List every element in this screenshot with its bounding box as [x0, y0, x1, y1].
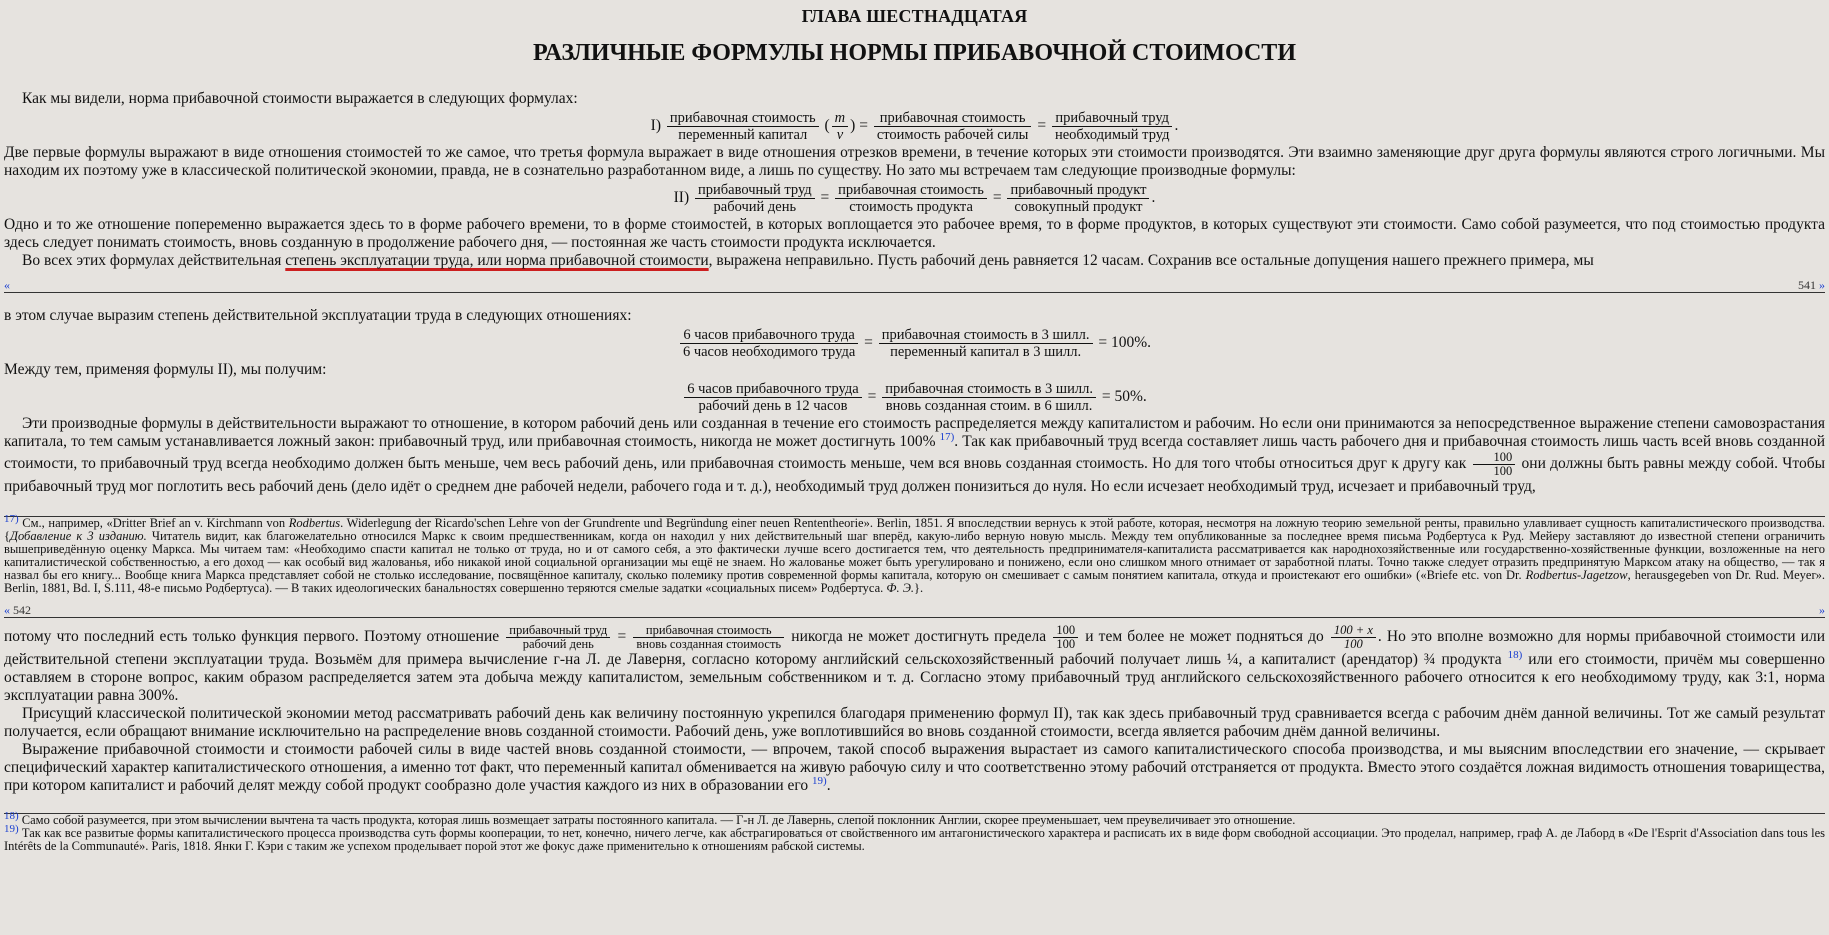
- paragraph: в этом случае выразим степень действительной эксплуатации труда в следующих отношениях:: [4, 307, 632, 324]
- highlighted-phrase: степень эксплуатации труда, или норма прибавочной стоимости: [285, 252, 709, 269]
- page-number: 542: [13, 603, 31, 617]
- fraction: $\frac{100}{100}$: [1473, 451, 1516, 478]
- fraction: $\frac{100}{100}$: [1053, 624, 1078, 651]
- fraction: $\frac{\text{6 часов прибавочного труда}}{\text{рабочий день в 12 часов}}$: [684, 381, 861, 414]
- paragraph: Как мы видели, норма прибавочной стоимости выражается в следующих формулах:: [22, 90, 578, 107]
- footnote-ref-17[interactable]: 17): [4, 512, 19, 525]
- paragraph: Две первые формулы выражают в виде отношения стоимостей то же самое, что третья формула выражает в виде отношения отрезков времени, в течение которых эти стоимости производятся. Эти взаимно заменяющие друг друга формулы являются строго логичными. Мы находим их поэтому уже в классической политической экономии, правда, не в сознательно разработанном виде, а лишь по существу. Но зато мы встречаем там следующие производные формулы:: [4, 144, 1825, 179]
- fraction: $\frac{m}{v}$: [832, 110, 848, 143]
- fraction: $\frac{\text{прибавочная стоимость в 3 шилл.}}{\text{вновь созданная стоим. в 6 шилл.}}$: [882, 381, 1096, 414]
- paragraph: Присущий классической политической экономии метод рассматривать рабочий день как величину постоянную укрепился благодаря применению формул II), так как здесь прибавочный труд сравнивается всегда с рабочим днём данной величины. Тот же самый результат получается, если обращают внимание исключительно на распределение вновь созданной стоимости. Рабочий день, уже воплотившийся во вновь созданной стоимости, всегда является рабочим днём данной величины.: [4, 705, 1825, 740]
- prev-page-link[interactable]: «: [4, 278, 10, 292]
- document-page: [0, 4, 1829, 853]
- fraction: $\frac{\text{прибавочная стоимость в 3 шилл.}}{\text{переменный капитал в 3 шилл.}}$: [879, 327, 1093, 360]
- paragraph: Выражение прибавочной стоимости и стоимости рабочей силы в виде частей вновь созданной стоимости, — впрочем, такой способ выражения вырастает из самого капиталистического способа производства, и мы выясним впоследствии его значение, — скрывает специфический характер капиталистического отношения, а именно тот факт, что переменный капитал обменивается на живую рабочую силу и что соответственно этому рабочий отстраняется от продукта. Вместо этого создаётся ложная видимость отношения товарищества, при котором капиталист и рабочий делят между собой продукт сообразно доле участия каждого из них в образовании его $^{19)}$.: [4, 741, 1825, 794]
- footnote-ref-18[interactable]: 18): [4, 809, 19, 822]
- fraction: $\frac{100 + x}{100}$: [1331, 624, 1376, 651]
- chapter-heading: ГЛАВА ШЕСТНАДЦАТАЯ: [801, 6, 1028, 26]
- formula-1: I) $\frac{\text{прибавочная стоимость}}{\text{переменный капитал}}$ ( $\frac{m}{v}$ ) = $\frac{\text{прибавочная стоимость}}{\text{стоимость рабочей силы}}$ = $\frac{\text{прибавочный труд}}{\text{необходимый труд}}$ .: [650, 110, 1179, 143]
- fraction: $\frac{\text{прибавочная стоимость}}{\text{стоимость продукта}}$: [835, 182, 987, 215]
- footnotes-block: [4, 809, 1825, 853]
- formula-4: $\frac{\text{6 часов прибавочного труда}}{\text{рабочий день в 12 часов}}$ = $\frac{\text{прибавочная стоимость в 3 шилл.}}{\text{вновь созданная стоим. в 6 шилл.}}$ = 50%.: [4, 381, 1825, 414]
- paragraph: Между тем, применяя формулы II), мы получим:: [4, 361, 327, 378]
- paragraph: Во всех этих формулах действительная степень эксплуатации труда, или норма прибавочной стоимости, выражена неправильно. Пусть рабочий день равняется 12 часам. Сохранив все остальные допущения нашего прежнего примера, мы: [22, 252, 1594, 269]
- paragraph: потому что последний есть только функция первого. Поэтому отношение $\frac{\text{прибавочный труд}}{\text{рабочий день}}$ = $\frac{\text{прибавочная стоимость}}{\text{вновь созданная стоимость}}$ никогда не может достигнуть предела $\frac{100}{100}$ и тем более не может подняться до $\frac{100 + x}{100}$ . Но это вполне возможно для нормы прибавочной стоимости или действительной степени эксплуатации труда. Возьмём для примера вычисление г-на Л. де Лаверня, согласно которому английский сельскохозяйственный рабочий получает лишь ¼, а капиталист (арендатор) ¾ продукта $^{18)}$ или его стоимости, причём мы совершенно оставляем в стороне вопрос, каким образом распределяется затем эта добыча между капиталистом, земельным собственником и т. д. Согласно этому прибавочный труд английского сельскохозяйственного рабочего относится к его необходимому труду, как 3:1, норма эксплуатации равна 300%.: [4, 623, 1826, 704]
- prev-page-link[interactable]: «: [4, 603, 10, 617]
- fraction: $\frac{\text{прибавочный продукт}}{\text{совокупный продукт}}$: [1007, 182, 1149, 215]
- footnote-link-18[interactable]: 18): [1507, 648, 1523, 661]
- footnote-link-19[interactable]: 19): [812, 774, 827, 787]
- footnote-17: 17) См., например, «Dritter Brief an v. Kirchmann von Rodbertus. Widerlegung der Ricardo'schen Lehre von der Grundrente und Begründung einer neuen Rententheorie». Berlin, 1851. Я впоследствии вернусь к этой работе, которая, несмотря на ложную теорию земельной ренты, правильно улавливает сущность капиталистического производства. {Добавление к 3 изданию. Читатель видит, как благожелательно относился Маркс к своим предшественникам, когда он находил у них действительный шаг вперёд, какую-либо верную новую мысль. Между тем опубликованные за последнее время письма Родбертуса к Руд. Мейеру заставляют до известной степени ограничить вышеприведённую оценку Маркса. Мы читаем там: «Необходимо спасти капитал не только от труда, но и от самого себя, а это фактически лучше всего достигается тем, что деятельность предпринимателя-капиталиста рассматривается как народнохозяйственные или государственно-хозяйственные функции, возложенные на него капиталистической собственностью, а его доход — как особый вид жалованья, ибо никакой иной социальной организации мы ещё не знаем. Но жалованье может быть урегулировано и понижено, если оно слишком много отнимает от заработной платы. Точно также следует отразить предпринятую Марксом атаку на общество, — так я назвал бы его книгу... Вообще книга Маркса представляет собой не столько исследование, посвящённое капиталу, сколько полемику против современной формы капитала, которую он смешивает с самым понятием капитала, откуда и проистекают его ошибки» («Briefe etc. von Dr. Rodbertus-Jagetzow, herausgegeben von Dr. Rud. Meyer». Berlin, 1881, Bd. I, S.111, 48-е письмо Родбертуса). — В таких идеологических банальностях совершенно теряются смелые задатки «социальных писем» Родбертуса. Ф. Э.}.: [4, 512, 1825, 595]
- formula-label: I): [650, 117, 661, 135]
- page-break-541: [4, 278, 1825, 293]
- formula-3: $\frac{\text{6 часов прибавочного труда}}{\text{6 часов необходимого труда}}$ = $\frac{\text{прибавочная стоимость в 3 шилл.}}{\text{переменный капитал в 3 шилл.}}$ = 100%.: [4, 327, 1825, 360]
- fraction: $\frac{\text{прибавочная стоимость}}{\text{вновь созданная стоимость}}$: [633, 624, 784, 651]
- footnote-ref-19[interactable]: 19): [4, 822, 19, 835]
- paragraph: Одно и то же отношение попеременно выражается здесь то в форме рабочего времени, то в форме стоимостей, в которых воплощается это рабочее время, то в форме продуктов, в которых существуют эти стоимости. Само собой разумеется, что под стоимостью продукта здесь следует понимать стоимость, вновь созданную в продолжение рабочего дня, — постоянная же часть стоимости продукта исключается.: [4, 216, 1825, 251]
- footnote-18: 18) Само собой разумеется, при этом вычислении вычтена та часть продукта, которая лишь возмещает затраты постоянного капитала. — Г-н Л. де Лавернь, слепой поклонник Англии, скорее преуменьшает, чем преувеличивает это отношение.: [4, 809, 1296, 827]
- fraction: $\frac{\text{прибавочный труд}}{\text{рабочий день}}$: [695, 182, 815, 215]
- chapter-title: РАЗЛИЧНЫЕ ФОРМУЛЫ НОРМЫ ПРИБАВОЧНОЙ СТОИМОСТИ: [533, 40, 1296, 66]
- page-break-542: [4, 603, 1825, 618]
- formula-label: II): [673, 189, 690, 207]
- next-page-link[interactable]: »: [1819, 278, 1825, 292]
- fraction: $\frac{\text{прибавочный труд}}{\text{рабочий день}}$: [506, 624, 610, 651]
- footnote-19: 19) Так как все развитые формы капиталистического процесса производства суть формы кооперации, то нет, конечно, ничего легче, как абстрагироваться от свойственного им антагонистического характера и расписать их в виде форм свободной ассоциации. Это проделал, например, граф А. де Лаборд в «De l'Esprit d'Association dans tous les Intérêts de la Communauté». Paris, 1818. Янки Г. Кэри с таким же успехом проделывает порой этот же фокус даже применительно к отношениям рабской системы.: [4, 822, 1825, 853]
- footnotes-block: [4, 512, 1825, 595]
- fraction: $\frac{\text{прибавочная стоимость}}{\text{переменный капитал}}$: [667, 110, 819, 143]
- paragraph: Эти производные формулы в действительности выражают то отношение, в котором рабочий день или созданная в течение его стоимость распределяется между капиталистом и рабочим. Но если они принимаются за непосредственное выражение степени самовозрастания капитала, то тем самым устанавливается ложный закон: прибавочный труд, или прибавочная стоимость, никогда не может достигнуть 100% $^{17)}$. Так как прибавочный труд всегда составляет лишь часть рабочего дня и прибавочная стоимость лишь часть всей вновь созданной стоимости, то прибавочный труд всегда необходимо должен быть меньше, чем весь рабочий день, или прибавочная стоимость меньше, чем вся вновь созданная стоимость. Но для того чтобы относиться друг к другу как $\frac{100}{100}$ они должны быть равны между собой. Чтобы прибавочный труд мог поглотить весь рабочий день (дело идёт о среднем дне рабочей недели, рабочего года и т. д.), необходимый труд должен понизиться до нуля. Но если исчезает необходимый труд, исчезает и прибавочный труд,: [4, 415, 1826, 495]
- page-number: 541: [1798, 278, 1816, 292]
- formula-2: II) $\frac{\text{прибавочный труд}}{\text{рабочий день}}$ = $\frac{\text{прибавочная стоимость}}{\text{стоимость продукта}}$ = $\frac{\text{прибавочный продукт}}{\text{совокупный продукт}}$ .: [673, 182, 1156, 215]
- fraction: $\frac{\text{прибавочная стоимость}}{\text{стоимость рабочей силы}}$: [874, 110, 1032, 143]
- footnote-link-17[interactable]: 17): [939, 430, 955, 443]
- fraction: $\frac{\text{6 часов прибавочного труда}}{\text{6 часов необходимого труда}}$: [680, 327, 858, 360]
- next-page-link[interactable]: »: [1819, 603, 1825, 617]
- fraction: $\frac{\text{прибавочный труд}}{\text{необходимый труд}}$: [1052, 110, 1173, 143]
